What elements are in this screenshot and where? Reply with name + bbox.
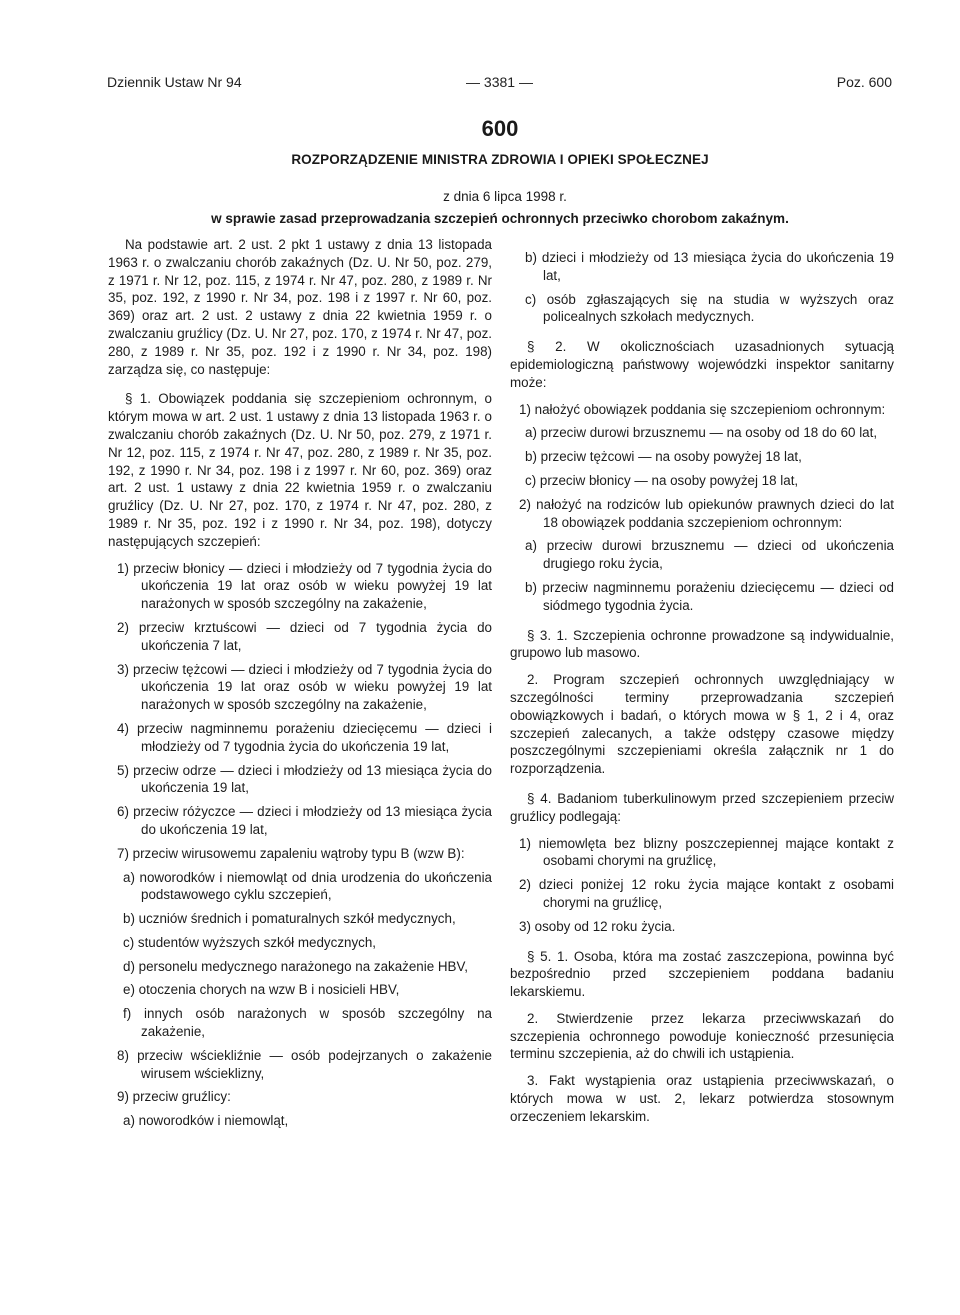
section-5-3: 3. Fakt wystąpienia oraz ustąpienia przeciwwskazań, o których mowa w ust. 2, lekarz potwierdza stosownym orzeczeniem lekarskim. [510, 1073, 894, 1124]
sub-list-item: e) otoczenia chorych na wzw B i nosicieli HBV, [123, 982, 400, 998]
page-header [107, 74, 892, 96]
list-item: 3) przeciw tężcowi — dzieci i młodzieży od 7 tygodnia życia do ukończenia 19 lat oraz osób w wieku powyżej 19 lat narażonych w sposób szczególny na zakażenie, [117, 661, 492, 713]
sub-list-item: c) studentów wyższych szkół medycznych, [123, 934, 377, 950]
sub-list-item: c) przeciw błonicy — na osoby powyżej 18 lat, [525, 472, 799, 488]
sub-list-item: b) uczniów średnich i pomaturalnych szkół medycznych, [123, 911, 456, 927]
list-item: 4) przeciw nagminnemu porażeniu dziecięcemu — dzieci i młodzieży od 7 tygodnia życia do ukończenia 19 lat, [117, 720, 492, 754]
list-item: 2) nałożyć na rodziców lub opiekunów prawnych dzieci do lat 18 obowiązek poddania szczepieniom ochronnym: [519, 496, 894, 530]
act-title: ROZPORZĄDZENIE MINISTRA ZDROWIA I OPIEKI SPOŁECZNEJ [291, 152, 709, 167]
act-number: 600 [481, 116, 519, 141]
list-item: 2) przeciw krztuścowi — dzieci od 7 tygodnia życia do ukończenia 7 lat, [117, 619, 492, 653]
page-number: — 3381 — [466, 74, 533, 90]
list-item: 9) przeciw gruźlicy: [117, 1089, 231, 1105]
list-item: 1) przeciw błonicy — dzieci i młodzieży od 7 tygodnia życia do ukończenia 19 lat oraz osób w wieku powyżej 19 lat narażonych w sposób szczególny na zakażenie, [117, 560, 492, 612]
act-subject: w sprawie zasad przeprowadzania szczepień ochronnych przeciwko chorobom zakaźnym. [211, 211, 789, 226]
left-column [108, 236, 492, 1136]
section-4: § 4. Badaniom tuberkulinowym przed szczepieniem przeciw gruźlicy podlegają: [510, 790, 894, 824]
position-number: Poz. 600 [836, 74, 892, 90]
right-column [510, 249, 894, 1135]
list-item: 1) niemowlęta bez blizny poszczepiennej mające kontakt z osobami chorymi na gruźlicę, [519, 835, 894, 869]
sub-list-item: f) innych osób narażonych w sposób szczególny na zakażenie, [123, 1006, 492, 1040]
section-1: § 1. Obowiązek poddania się szczepieniom ochronnym, o którym mowa w art. 2 ust. 1 ustawy z dnia 13 listopada 1963 r. o zwalczaniu chorób zakaźnych (Dz. U. Nr 50, poz. 279, z 1971 r. Nr 12, poz. 115, z 1974 r. Nr 47, poz. 280, z 1989 r. Nr 35, poz. 192, z 1990 r. Nr 34, poz. 198 i z 1997 r. Nr 60, poz. 369) oraz art. 2 ust. 1 ustawy z dnia 22 kwietnia 1959 r. o zwalczaniu gruźlicy (Dz. U. Nr 27, poz. 170, z 1974 r. Nr 47, poz. 280, z 1989 r. Nr 35, poz. 192 i z 1990 r. Nr 34, poz. 198), dotyczy następujących szczepień: [108, 391, 492, 549]
section-5-2: 2. Stwierdzenie przez lekarza przeciwwskazań do szczepienia ochronnego powoduje konieczność przesunięcia terminu szczepienia, aż do chwili ich ustąpienia. [510, 1010, 894, 1062]
sub-list-item: c) osób zgłaszających się na studia w wyższych oraz policealnych szkołach medycznych. [525, 291, 894, 325]
sub-list-item: d) personelu medycznego narażonego na zakażenie HBV, [123, 958, 468, 974]
list-item: 5) przeciw odrze — dzieci i młodzieży od 13 miesiąca życia do ukończenia 19 lat, [117, 762, 492, 796]
section-2: § 2. W okolicznościach uzasadnionych sytuacją epidemiologiczną państwowy wojewódzki inspektor sanitarny może: [510, 339, 894, 390]
list-item: 8) przeciw wściekliźnie — osób podejrzanych o zakażenie wirusem wścieklizny, [117, 1047, 492, 1081]
sub-list-item: a) noworodków i niemowląt od dnia urodzenia do ukończenia podstawowego cyklu szczepień, [123, 869, 492, 903]
list-item: 2) dzieci poniżej 12 roku życia mające kontakt z osobami chorymi na gruźlicę, [519, 877, 894, 910]
section-3-2: 2. Program szczepień ochronnych uwzględniający w szczególności terminy przeprowadzania szczepień obowiązkowych i badań, o których mowa w § 1, 2 i 4, oraz szczepień zalecanych, a także odstępy czasowe między poszczególnymi szczepieniami określa załącznik nr 1 do rozporządzenia. [510, 672, 894, 777]
preamble: Na podstawie art. 2 ust. 2 pkt 1 ustawy z dnia 13 listopada 1963 r. o zwalczaniu chorób zakaźnych (Dz. U. Nr 50, poz. 279, z 1971 r. Nr 12, poz. 115, z 1974 r. Nr 47, poz. 280, z 1989 r. Nr 35, poz. 192, z 1990 r. Nr 34, poz. 198 i z 1997 r. Nr 60, poz. 369) oraz art. 2 ust. 2 ustawy z dnia 22 kwietnia 1959 r. o zwalczaniu gruźlicy (Dz. U. Nr 27, poz. 170, z 1974 r. Nr 47, poz. 280, z 1989 r. Nr 35, poz. 192 i z 1990 r. Nr 34, poz. 198) zarządza się, co następuje: [108, 237, 492, 377]
section-3-1: § 3. 1. Szczepienia ochronne prowadzone są indywidualnie, grupowo lub masowo. [510, 627, 894, 661]
list-item: 3) osoby od 12 roku życia. [519, 918, 676, 934]
sub-list-item: b) przeciw tężcowi — na osoby powyżej 18 lat, [525, 449, 802, 465]
sub-list-item: a) przeciw durowi brzusznemu — dzieci od ukończenia drugiego roku życia, [525, 538, 894, 572]
sub-list-item: a) przeciw durowi brzusznemu — na osoby od 18 do 60 lat, [525, 425, 878, 441]
sub-list-item: b) przeciw nagminnemu porażeniu dziecięcemu — dzieci od siódmego tygodnia życia. [525, 579, 894, 613]
journal-name: Dziennik Ustaw Nr 94 [107, 74, 242, 90]
section-5-1: § 5. 1. Osoba, która ma zostać zaszczepiona, powinna być bezpośrednio przed szczepieniem poddana badaniu lekarskiemu. [510, 948, 894, 1000]
list-item: 7) przeciw wirusowemu zapaleniu wątroby typu B (wzw B): [117, 845, 465, 861]
sub-list-item: b) dzieci i młodzieży od 13 miesiąca życia do ukończenia 19 lat, [525, 250, 894, 283]
list-item: 1) nałożyć obowiązek poddania się szczepieniom ochronnym: [519, 401, 886, 417]
act-date: z dnia 6 lipca 1998 r. [443, 189, 567, 204]
list-item: 6) przeciw różyczce — dzieci i młodzieży od 13 miesiąca życia do ukończenia 19 lat, [117, 804, 492, 837]
sub-list-item: a) noworodków i niemowląt, [123, 1113, 289, 1129]
